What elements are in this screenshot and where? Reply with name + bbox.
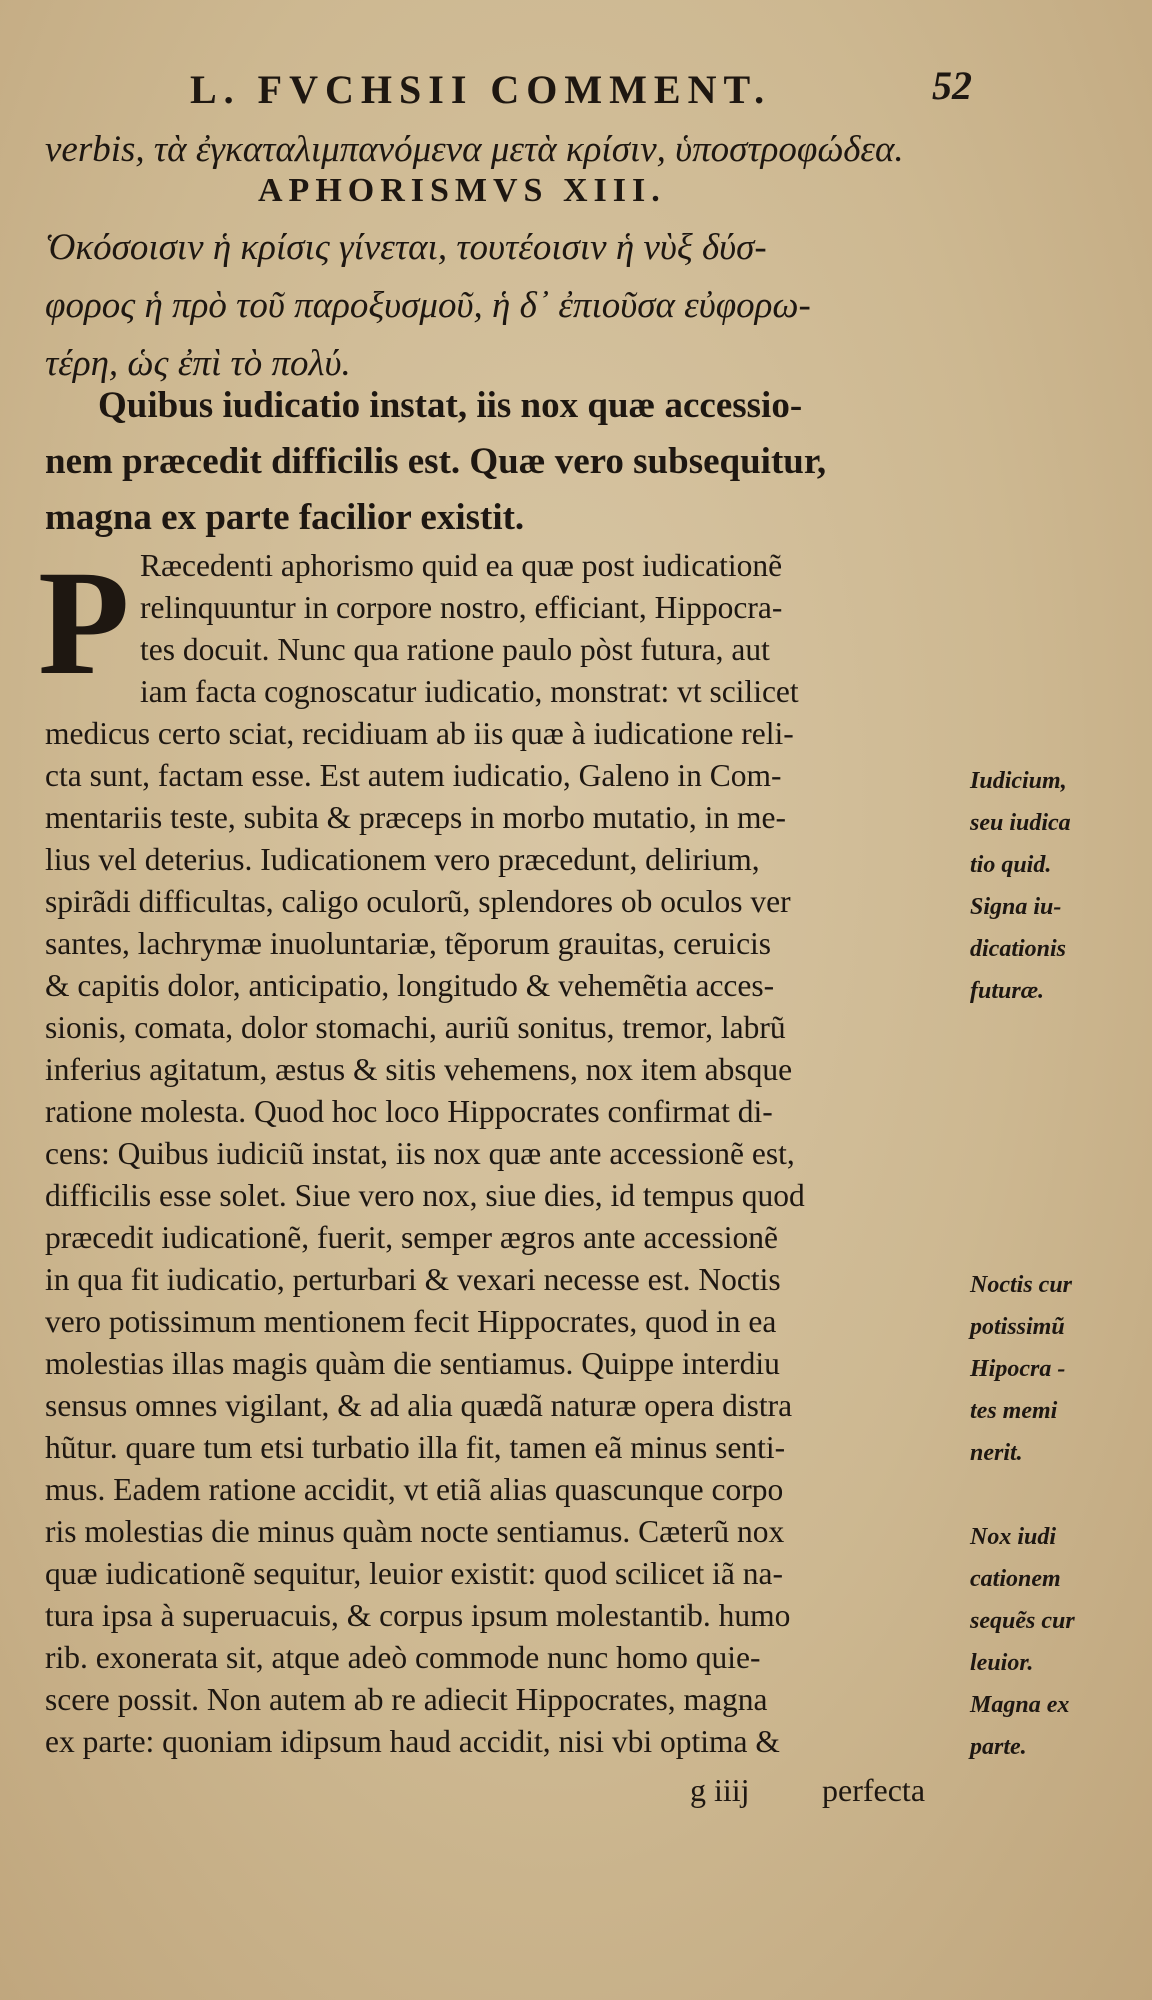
commentary-line: mus. Eadem ratione accidit, vt etiã alias quascunque corpo xyxy=(45,1472,784,1507)
commentary-line: in qua fit iudicatio, perturbari & vexari necesse est. Noctis xyxy=(45,1262,781,1297)
commentary-line: ris molestias die minus quàm nocte sentiamus. Cæterũ nox xyxy=(45,1514,785,1549)
commentary-line: relinquuntur in corpore nostro, efficiant, Hippocra- xyxy=(140,590,783,625)
commentary-line: sionis, comata, dolor stomachi, auriũ sonitus, tremor, labrũ xyxy=(45,1010,786,1045)
margin-note: futuræ. xyxy=(970,978,1045,1004)
commentary-line: mentariis teste, subita & præceps in morbo mutatio, in me- xyxy=(45,800,786,835)
margin-note: Noctis cur xyxy=(970,1272,1072,1298)
margin-note: tes memi xyxy=(970,1398,1058,1424)
commentary-line: tes docuit. Nunc qua ratione paulo pòst futura, aut xyxy=(140,632,770,667)
aphorism-title: APHORISMVS XIII. xyxy=(258,172,666,209)
commentary-line: rib. exonerata sit, atque adeò commode nunc homo quie- xyxy=(45,1640,761,1675)
drop-cap: P xyxy=(38,540,130,706)
greek-fragment: verbis, τὰ ἐγκαταλιμπανόμενα μετὰ κρίσιν, ὑποστροφώδεα. xyxy=(45,129,904,170)
page-number: 52 xyxy=(932,63,972,108)
commentary-line: scere possit. Non autem ab re adiecit Hippocrates, magna xyxy=(45,1682,768,1717)
commentary-line: difficilis esse solet. Siue vero nox, siue dies, id tempus quod xyxy=(45,1178,805,1213)
commentary-line: santes, lachrymæ inuoluntariæ, tẽporum grauitas, ceruicis xyxy=(45,926,772,961)
margin-note: tio quid. xyxy=(970,852,1052,878)
commentary-line: quæ iudicationẽ sequitur, leuior existit: quod scilicet iã na- xyxy=(45,1556,783,1591)
commentary-line: cens: Quibus iudiciũ instat, iis nox quæ ante accessionẽ est, xyxy=(45,1136,795,1171)
greek-line: τέρη, ὡς ἐπὶ τὸ πολύ. xyxy=(45,343,351,384)
translation-line: nem præcedit difficilis est. Quæ vero subsequitur, xyxy=(45,441,827,482)
commentary-line: medicus certo sciat, recidiuam ab iis quæ à iudicatione reli- xyxy=(45,716,794,751)
greek-line: φορος ἡ πρὸ τοῦ παροξυσμοῦ, ἡ δ᾽ ἐπιοῦσα εὐφορω- xyxy=(45,285,811,326)
commentary-line: spirãdi difficultas, caligo oculorũ, splendores ob oculos ver xyxy=(45,884,791,919)
commentary-line: vero potissimum mentionem fecit Hippocrates, quod in ea xyxy=(45,1304,777,1339)
translation-line: magna ex parte facilior existit. xyxy=(45,497,525,538)
commentary-line: ex parte: quoniam idipsum haud accidit, nisi vbi optima & xyxy=(45,1724,780,1759)
commentary-line: hũtur. quare tum etsi turbatio illa fit, tamen eã minus senti- xyxy=(45,1430,786,1465)
greek-line: Ὁκόσοισιν ἡ κρίσις γίνεται, τουτέοισιν ἡ νὺξ δύσ- xyxy=(45,227,767,268)
commentary-line: sensus omnes vigilant, & ad alia quædã naturæ opera distra xyxy=(45,1388,793,1423)
translation-line: Quibus iudicatio instat, iis nox quæ accessio- xyxy=(98,385,803,426)
margin-note: Iudicium, xyxy=(970,768,1067,794)
commentary-line: iam facta cognoscatur iudicatio, monstrat: vt scilicet xyxy=(140,674,799,709)
commentary-line: inferius agitatum, æstus & sitis vehemens, nox item absque xyxy=(45,1052,793,1087)
commentary-line: Ræcedenti aphorismo quid ea quæ post iudicationẽ xyxy=(140,548,783,583)
running-head: L. FVCHSII COMMENT. xyxy=(190,67,772,112)
margin-note: seu iudica xyxy=(970,810,1071,836)
commentary-line: lius vel deterius. Iudicationem vero præcedunt, delirium, xyxy=(45,842,760,877)
commentary-line: præcedit iudicationẽ, fuerit, semper ægros ante accessionẽ xyxy=(45,1220,778,1255)
margin-note: nerit. xyxy=(970,1440,1023,1466)
commentary-line: molestias illas magis quàm die sentiamus. Quippe interdiu xyxy=(45,1346,780,1381)
commentary-line: ratione molesta. Quod hoc loco Hippocrates confirmat di- xyxy=(45,1094,773,1129)
commentary-line: cta sunt, factam esse. Est autem iudicatio, Galeno in Com- xyxy=(45,758,782,793)
signature-mark: g iiij xyxy=(690,1772,750,1808)
margin-note: Nox iudi xyxy=(970,1524,1057,1550)
margin-note: dicationis xyxy=(970,936,1067,962)
catchword: perfecta xyxy=(822,1772,926,1808)
margin-note: cationem xyxy=(970,1566,1061,1592)
margin-note: Hipocra - xyxy=(970,1356,1066,1382)
commentary-line: tura ipsa à superuacuis, & corpus ipsum molestantib. humo xyxy=(45,1598,791,1633)
margin-note: parte. xyxy=(970,1734,1027,1760)
margin-note: Magna ex xyxy=(970,1692,1070,1718)
margin-note: potissimũ xyxy=(970,1314,1065,1340)
margin-note: Signa iu- xyxy=(970,894,1062,920)
commentary-line: & capitis dolor, anticipatio, longitudo & vehemẽtia acces- xyxy=(45,968,775,1003)
margin-note: leuior. xyxy=(970,1650,1034,1676)
margin-note: sequẽs cur xyxy=(970,1608,1075,1634)
